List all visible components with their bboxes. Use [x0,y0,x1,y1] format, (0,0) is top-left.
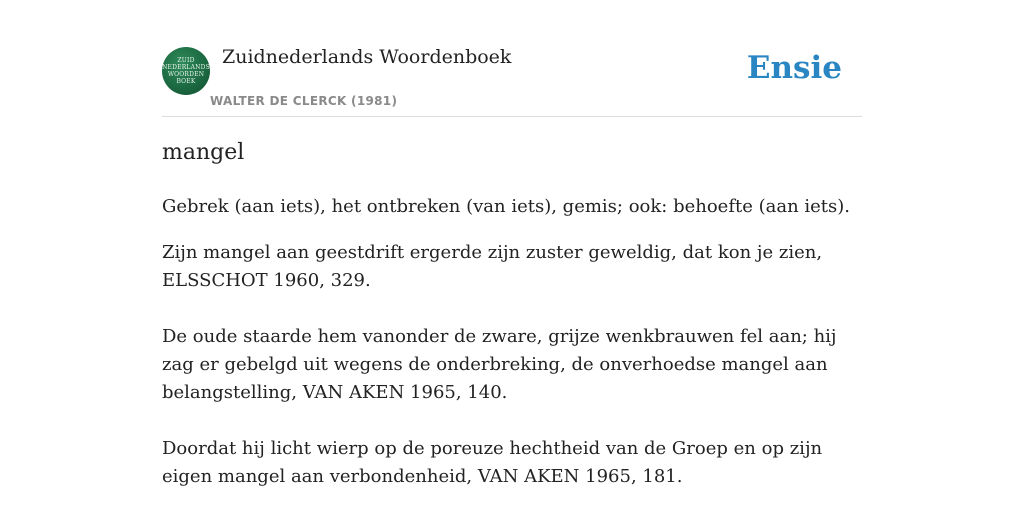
logo-line-3: WOORDEN [167,71,205,78]
logo-line-1: ZUID [177,57,195,64]
dictionary-title[interactable]: Zuidnederlands Woordenboek [222,46,512,68]
example-list [162,239,862,519]
headword: mangel [162,140,245,165]
logo-line-2: NEDERLANDS [162,64,210,71]
dictionary-author: WALTER DE CLERCK (1981) [210,94,398,108]
example-quote: Zijn mangel aan geestdrift ergerde zijn zuster geweldig, dat kon je zien, ELSSCHOT 1960, 329. [162,242,823,291]
ensie-brand-link[interactable]: Ensie [746,50,842,86]
page [162,0,862,512]
example-quote: De oude staarde hem vanonder de zware, grijze wenkbrauwen fel aan; hij zag er gebelgd uit wegens de onderbreking, de onverhoedse mangel aan belangstelling, VAN AKEN 1965, 140. [162,326,837,403]
dictionary-logo-icon[interactable] [162,47,210,95]
logo-line-4: BOEK [176,78,196,85]
example-quote: Doordat hij licht wierp op de poreuze hechtheid van de Groep en op zijn eigen mangel aan verbondenheid, VAN AKEN 1965, 181. [162,438,823,487]
header [162,0,862,117]
definition: Gebrek (aan iets), het ontbreken (van iets), gemis; ook: behoefte (aan iets). [162,196,851,217]
